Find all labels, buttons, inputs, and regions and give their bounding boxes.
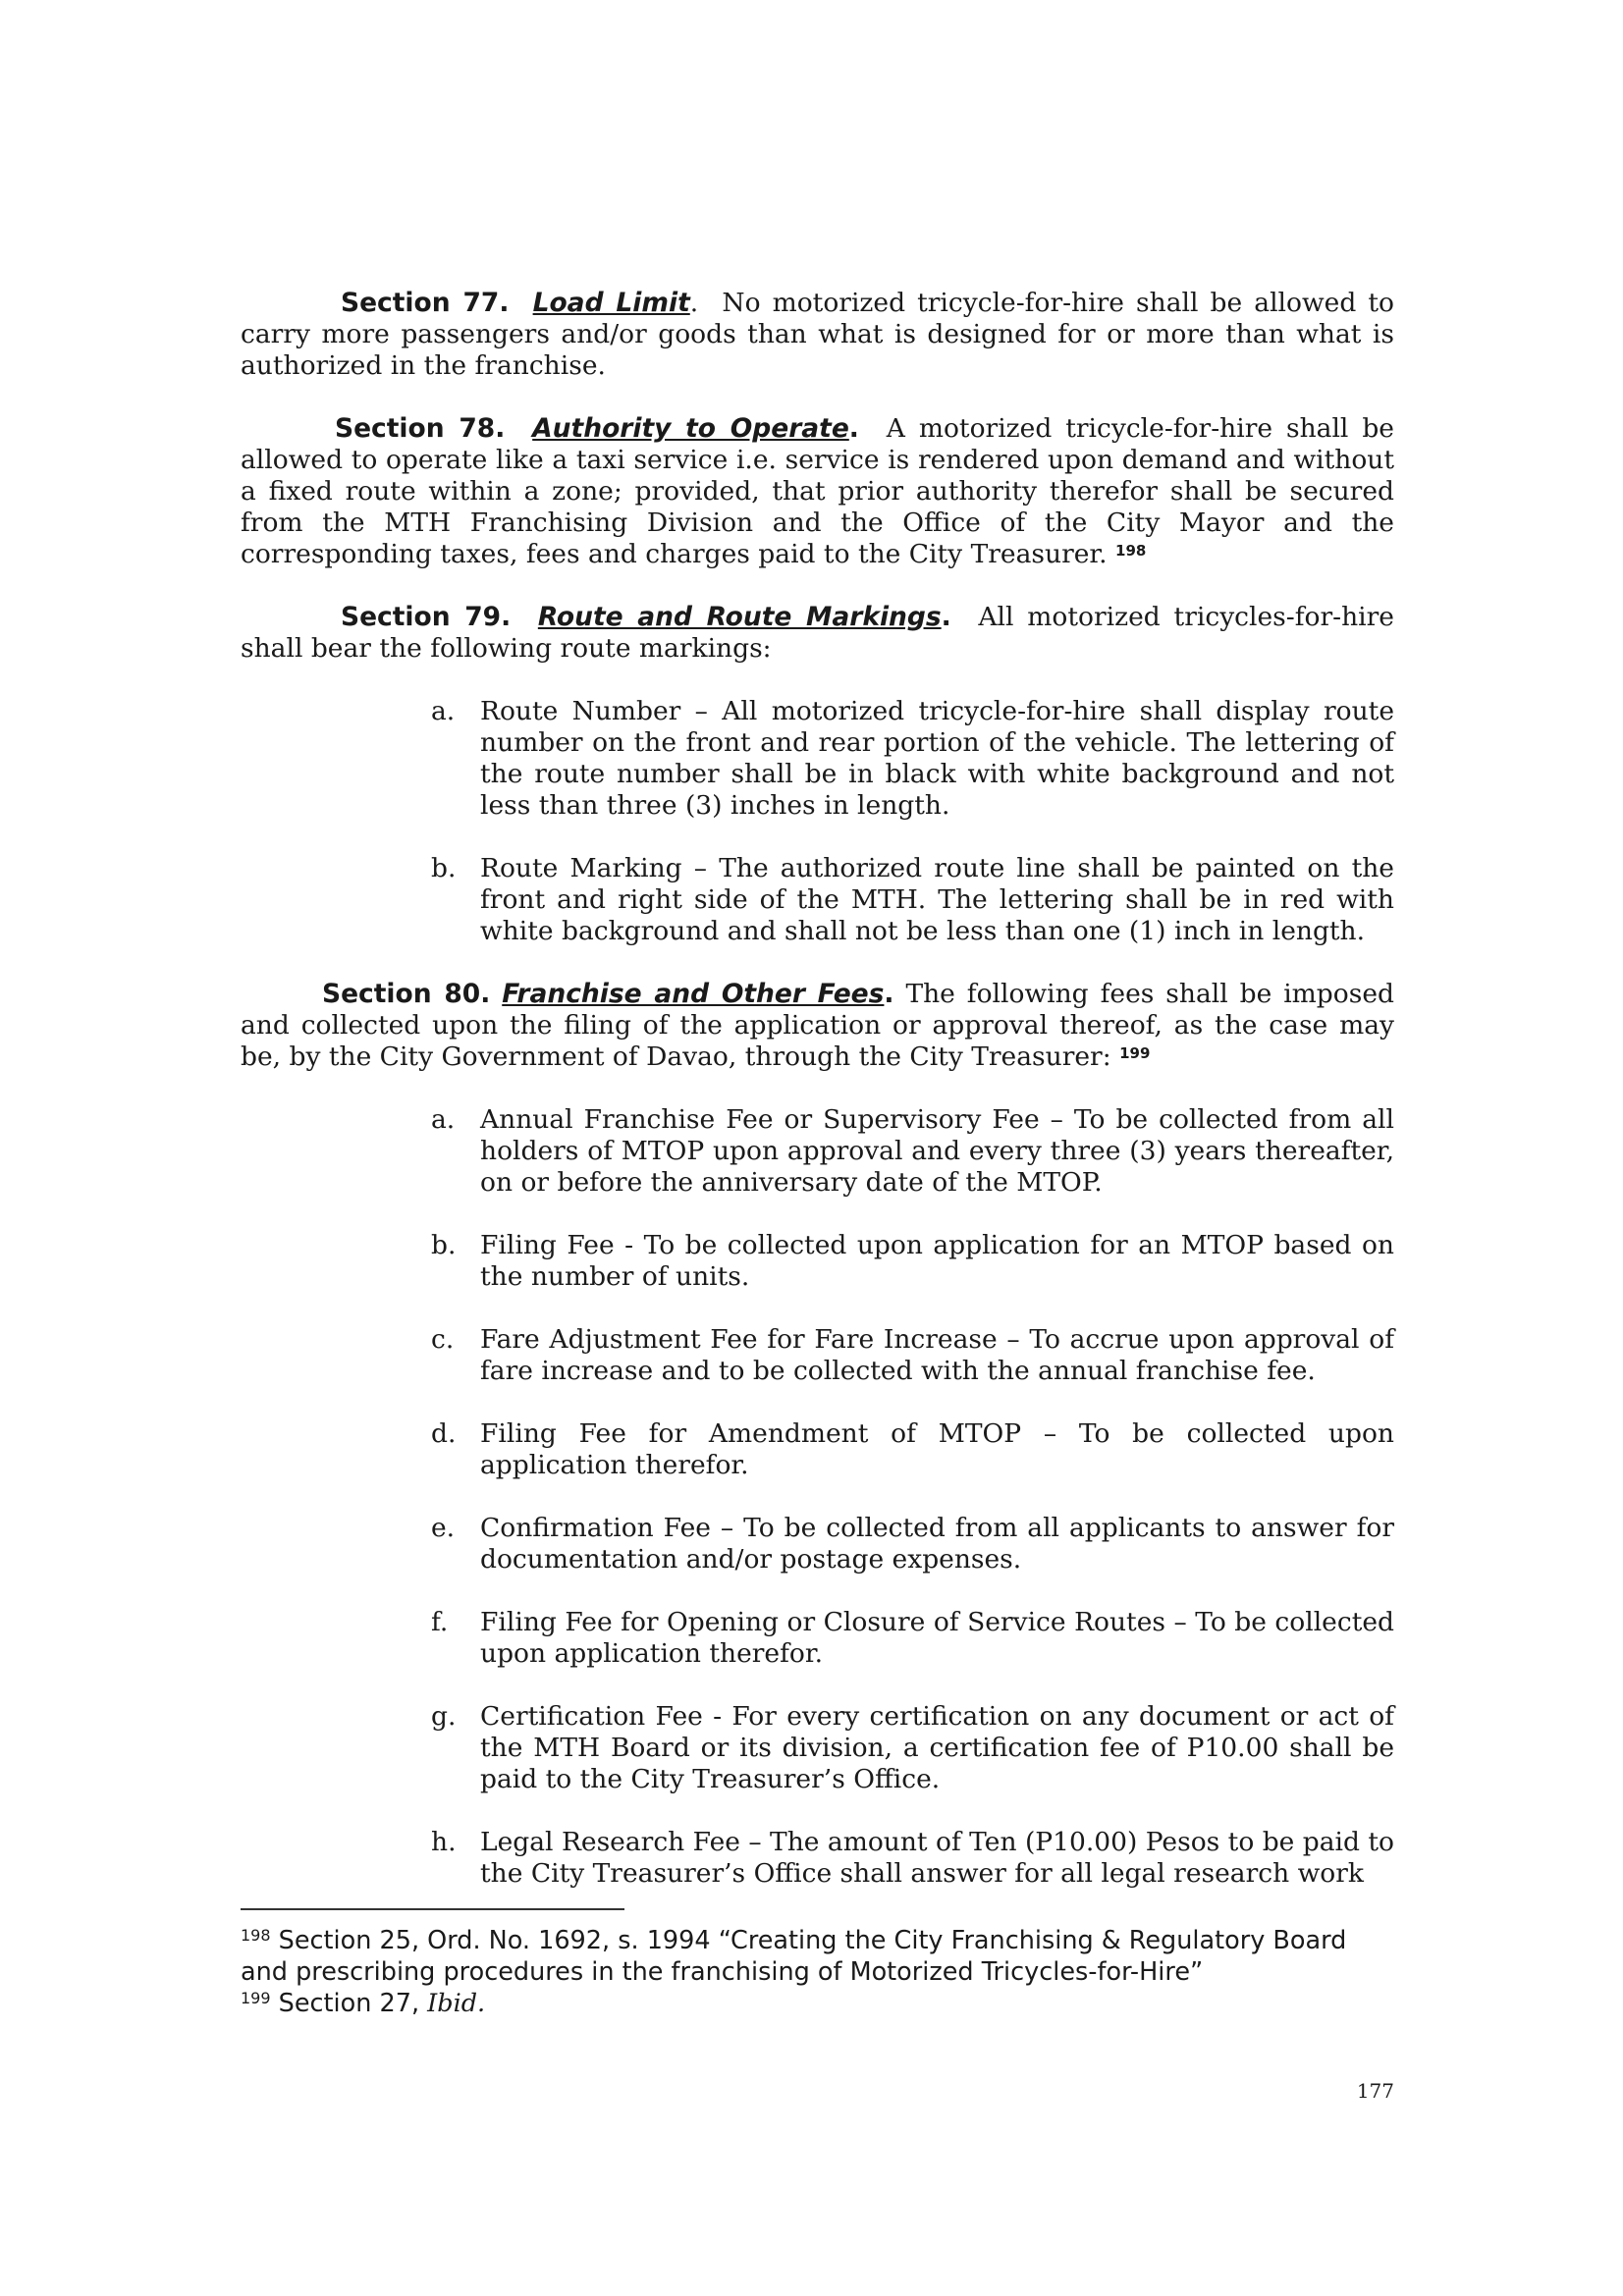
section-title-punct: . [941, 602, 951, 632]
list-item [241, 1324, 1394, 1387]
list-item-marker: f. [431, 1607, 449, 1637]
footnote-number: 198 [241, 1926, 271, 1945]
section-78 [241, 413, 1394, 570]
section-number: Section 80. [322, 979, 491, 1009]
list-item [241, 1607, 1394, 1670]
section-title-punct: . [689, 288, 699, 318]
list-item [241, 1104, 1394, 1199]
section-body: The following fees shall be imposed and collected upon the filing of the application or approval thereof, as the case may be, by the City Government of Davao, through the City Treasurer: [241, 979, 1394, 1072]
list-item-text: Filing Fee - To be collected upon application for an MTOP based on the number of units. [480, 1230, 1394, 1292]
section-title: Franchise and Other Fees [502, 979, 885, 1009]
footnote-text: Section 27, [278, 1989, 428, 2018]
section-title: Load Limit [532, 288, 690, 318]
list-item-marker: b. [431, 1230, 457, 1260]
list-item [241, 1418, 1394, 1481]
footnotes [241, 1925, 1380, 2019]
section-body: A motorized tricycle-for-hire shall be allowed to operate like a taxi service i.e. service is rendered upon demand and without a fixed route within a zone; provided, that prior authority therefor shall be secured from the MTH Franchising Division and the Office of the City Mayor and the corresponding taxes, fees and charges paid to the City Treasurer. [241, 413, 1394, 569]
list-item-marker: e. [431, 1513, 456, 1543]
section-title-punct: . [848, 413, 859, 444]
list-item [241, 1230, 1394, 1293]
section-number: Section 79. [341, 602, 512, 632]
list-item [241, 1701, 1394, 1795]
section-80 [241, 979, 1394, 1073]
list-item-text: Confirmation Fee – To be collected from all applicants to answer for documentation and/or postage expenses. [480, 1513, 1394, 1575]
footnote-divider [241, 1908, 624, 1910]
footnote-number: 199 [241, 1989, 271, 2007]
list-item-text: Route Number – All motorized tricycle-for-hire shall display route number on the front and rear portion of the vehicle. The lettering of the route number shall be in black with white background and not less than three (3) inches in length. [480, 696, 1394, 821]
section-77 [241, 288, 1394, 382]
section-number: Section 77. [341, 288, 510, 318]
list-item-marker: h. [431, 1827, 457, 1857]
footnote-199 [241, 1988, 1380, 2019]
page-number: 177 [1356, 2079, 1394, 2103]
list-item [241, 853, 1394, 947]
document-body [241, 288, 1394, 1921]
list-item-marker: c. [431, 1324, 455, 1355]
list-item-text: Fare Adjustment Fee for Fare Increase – To accrue upon approval of fare increase and to be collected with the annual franchise fee. [480, 1324, 1394, 1386]
list-item [241, 1827, 1394, 1890]
footnote-ref: 198 [1115, 542, 1147, 560]
section-number: Section 78. [335, 413, 506, 444]
list-item-text: Route Marking – The authorized route line shall be painted on the front and right side of the MTH. The lettering shall be in red with white background and shall not be less than one (1) inch in length. [480, 853, 1394, 946]
list-item-marker: g. [431, 1701, 457, 1732]
list-item-marker: a. [431, 696, 456, 726]
footnote-text: Section 25, Ord. No. 1692, s. 1994 “Creating the City Franchising & Regulatory Board and prescribing procedures in the franchising of Motorized Tricycles-for-Hire” [241, 1926, 1347, 1987]
list-item-text: Annual Franchise Fee or Supervisory Fee – To be collected from all holders of MTOP upon approval and every three (3) years thereafter, on or before the anniversary date of the MTOP. [480, 1104, 1394, 1198]
list-item-text: Legal Research Fee – The amount of Ten (P10.00) Pesos to be paid to the City Treasurer’s Office shall answer for all legal research work [480, 1827, 1394, 1889]
section-body: No motorized tricycle-for-hire shall be allowed to carry more passengers and/or goods than what is designed for or more than what is authorized in the franchise. [241, 288, 1394, 381]
section-title: Authority to Operate [532, 413, 849, 444]
footnote-ref: 199 [1119, 1044, 1151, 1062]
section-title: Route and Route Markings [537, 602, 942, 632]
footnote-emphasis: Ibid. [427, 1989, 486, 2018]
list-item-text: Filing Fee for Amendment of MTOP – To be collected upon application therefor. [480, 1418, 1394, 1480]
route-markings-list [241, 696, 1394, 947]
list-item-text: Certification Fee - For every certification on any document or act of the MTH Board or its division, a certification fee of P10.00 shall be paid to the City Treasurer’s Office. [480, 1701, 1394, 1794]
list-item-text: Filing Fee for Opening or Closure of Service Routes – To be collected upon application therefor. [480, 1607, 1394, 1669]
list-item [241, 696, 1394, 822]
section-body: All motorized tricycles-for-hire shall bear the following route markings: [241, 602, 1394, 664]
section-title-punct: . [884, 979, 894, 1009]
list-item-marker: a. [431, 1104, 456, 1135]
footnote-198 [241, 1925, 1380, 1988]
fees-list [241, 1104, 1394, 1890]
section-79 [241, 602, 1394, 665]
list-item [241, 1513, 1394, 1575]
list-item-marker: b. [431, 853, 457, 883]
list-item-marker: d. [431, 1418, 457, 1449]
